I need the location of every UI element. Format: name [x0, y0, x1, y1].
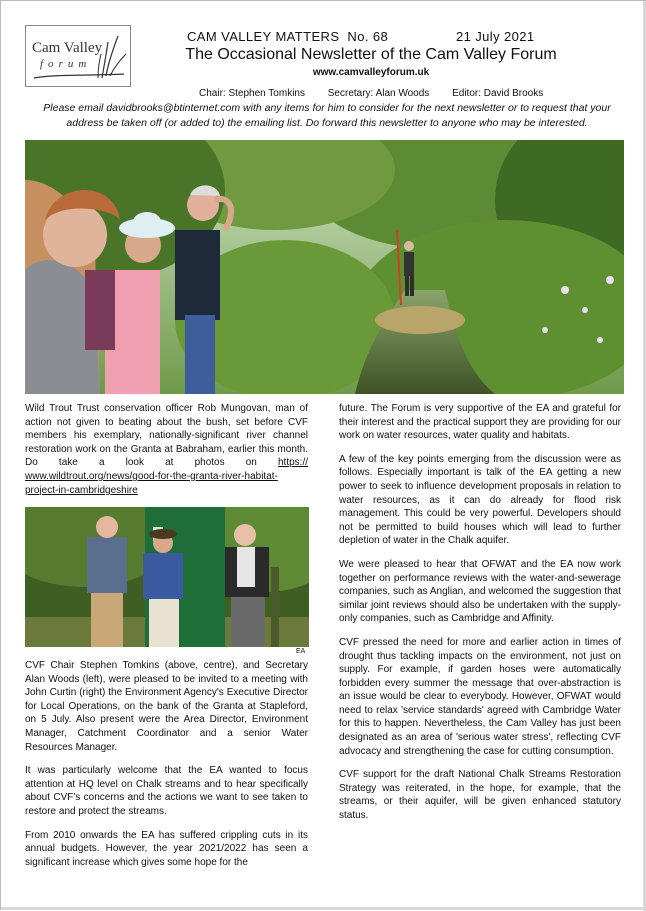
chair: Chair: Stephen Tomkins [199, 88, 305, 99]
email-note: Please email davidbrooks@btinternet.com with any items for him to consider for the next newsletter or to request that your address be taken off (or added to) the emailing list. Do forward this newsletter to anyone who may be interested. [43, 102, 611, 129]
website-url[interactable]: www.camvalleyforum.uk [312, 67, 430, 78]
logo-name: Cam Valley [32, 40, 103, 56]
meeting-photo [25, 507, 309, 647]
secretary: Secretary: Alan Woods [327, 88, 430, 99]
meeting-paragraph: CVF Chair Stephen Tomkins (above, centre), and Secretary Alan Woods (left), were pleased to be invited to a meeting with John Curtin (right) the Environment Agency's Executive Director for Local Operations, on the bank of the Granta at Stapleford, on 5 July. Also present were the Area Director, Environment Manager, Catchment Coordinator and a senior Water Resources Manager. [25, 660, 308, 753]
right-column [339, 402, 621, 833]
river-restoration-photo [25, 140, 624, 394]
photo-credit: EA [296, 648, 306, 655]
officers-line [199, 88, 563, 99]
drought-paragraph: CVF pressed the need for more and earlier action in times of drought thus tackling impacts on the environment, not just on supply. For example, if garden hoses were automatically forbidden every summer the message that over-abstraction is an issue would be clear to everybody. However, OFWAT would need to relax 'service standards' agreed with Cambridge Water for this to happen. Nevertheless, the Cam Valley has just been designated as an area of 'serious water stress', reflecting CVF advocacy and strengthening the case for cutting consumption. [339, 636, 621, 757]
masthead-line [187, 29, 547, 44]
issue-date: 21 July 2021 [456, 29, 535, 44]
key-points-paragraph: A few of the key points emerging from the discussion were as follows. Especially important is talk of the EA getting a new power to seek to influence development proposals in relation to water resources, as it can do already for flood risk management. This could be very powerful. Developers should not be permitted to build houses which will lead to further depletion of water in the Chalk aquifer. [339, 453, 621, 547]
issue-number: No. 68 [347, 29, 389, 44]
newsletter-title: The Occasional Newsletter of the Cam Valley Forum [185, 46, 557, 63]
chalk-streams-paragraph: CVF support for the draft National Chalk Streams Restoration Strategy was reiterated, in the hope, for example, that the streams, or their aquifer, will be given enhanced statutory status. [339, 769, 621, 822]
ea-focus-paragraph: It was particularly welcome that the EA wanted to focus attention at HQ level on Chalk streams and to hear specifically about CVF's concerns and the actions we want to see taken to restore and protect the streams. [25, 765, 308, 817]
forum-support-paragraph: future. The Forum is very supportive of the EA and grateful for their interest and the practical support they are providing for our work on water resources, water quality and habitats. [339, 403, 621, 442]
caption-text: Wild Trout Trust conservation officer Rob Mungovan, man of action not given to beating about the bush, set before CVF members his exemplary, nationally-significant river channel restoration work on the Granta at Babraham, earlier this month. Do take a look at photos on [25, 403, 308, 469]
wildtrout-link[interactable]: https:// www.wildtrout.org/news/good-for-the-granta-river-habitat-project-in-cambridgeshire [25, 457, 308, 496]
logo-subtitle: forum [40, 58, 92, 70]
ofwat-paragraph: We were pleased to hear that OFWAT and the EA now work together on performance reviews with the water-and-sewerage companies, such as Anglian, and welcomed the suggestion that similar joint reviews should also be undertaken with the supply-only companies, such as Cambridge and Affinity. [339, 558, 621, 625]
main-photo-caption [25, 402, 308, 497]
cam-valley-forum-logo [25, 25, 131, 87]
budget-paragraph: From 2010 onwards the EA has suffered crippling cuts in its annual budgets. However, the year 2021/2022 has seen a significant increase which gives some hope for the [25, 829, 308, 868]
left-column [25, 402, 308, 507]
newsletter-series: CAM VALLEY MATTERS [187, 29, 340, 44]
editor: Editor: David Brooks [452, 88, 544, 99]
left-column-lower [25, 659, 308, 879]
